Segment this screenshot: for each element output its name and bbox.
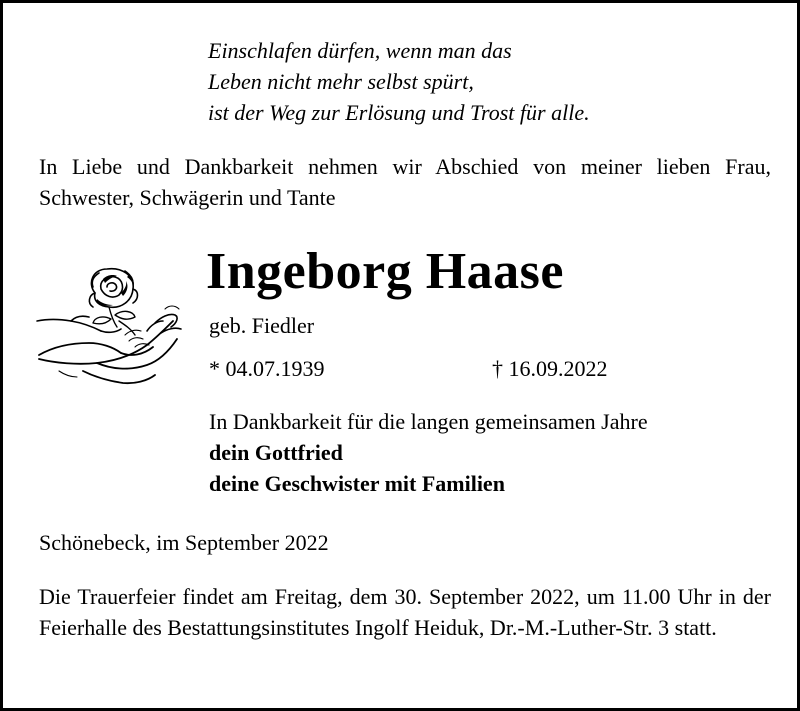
poem-line: Einschlafen dürfen, wenn man das [208, 38, 512, 63]
mourner-name: dein Gottfried [209, 440, 343, 465]
intro-text: In Liebe und Dankbarkeit nehmen wir Abschied von meiner lieben Frau, Schwester, Schwägerin und Tante [39, 154, 771, 210]
mourners-line: In Dankbarkeit für die langen gemeinsamen Jahre [209, 409, 648, 434]
mourners-block [209, 406, 648, 499]
deceased-name: Ingeborg Haase [206, 243, 564, 300]
poem-line: Leben nicht mehr selbst spürt, [208, 69, 474, 94]
mourner-name: deine Geschwister mit Familien [209, 471, 505, 496]
funeral-info: Die Trauerfeier findet am Freitag, dem 30. September 2022, um 11.00 Uhr in der Feierhalle des Bestattungsinstitutes Ingolf Heiduk, Dr.-M.-Luther-Str. 3 statt. [39, 584, 771, 640]
hands-holding-rose-icon [35, 259, 185, 385]
memorial-poem [208, 35, 590, 128]
poem-line: ist der Weg zur Erlösung und Trost für alle. [208, 100, 590, 125]
maiden-name: geb. Fiedler [209, 313, 315, 338]
death-date: † 16.09.2022 [492, 356, 608, 381]
birth-date: * 04.07.1939 [209, 356, 325, 381]
place-date: Schönebeck, im September 2022 [39, 530, 329, 555]
